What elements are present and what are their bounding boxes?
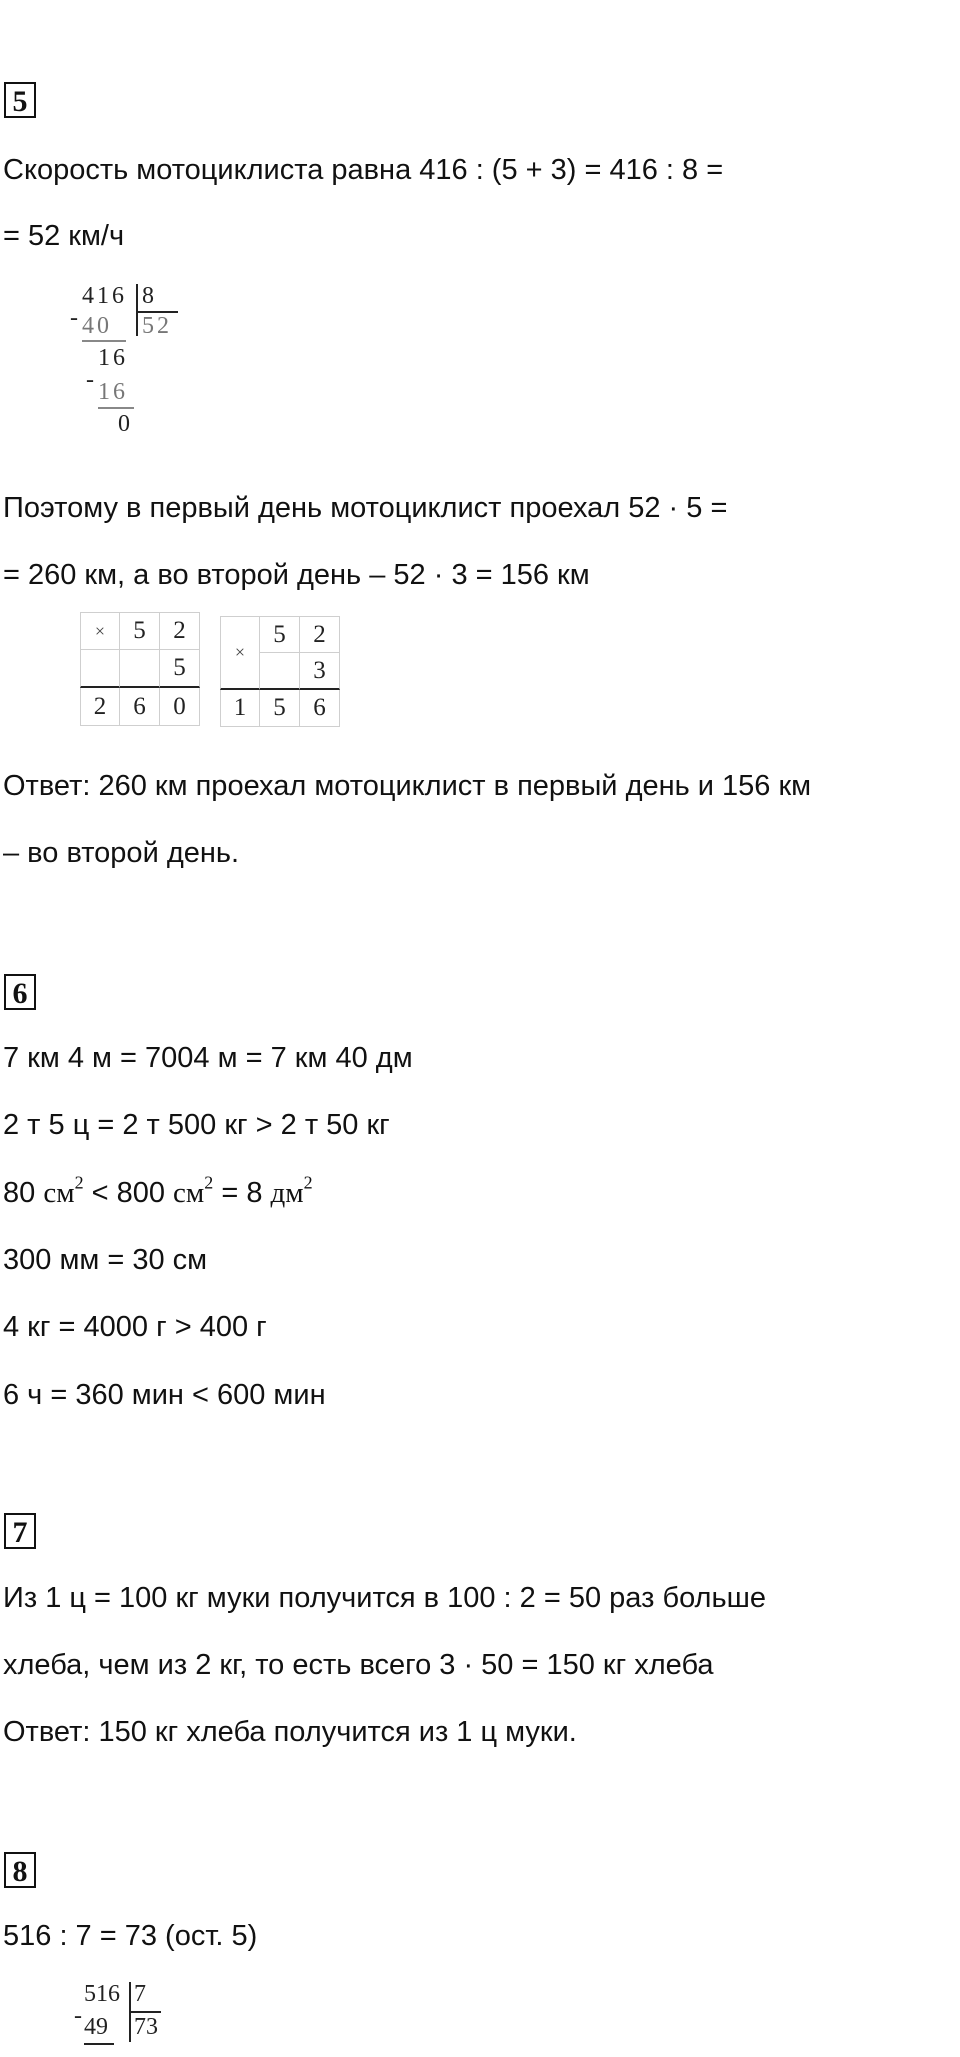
empty-cell (120, 650, 160, 688)
task-number-8: 8 (4, 1852, 36, 1888)
digit: 5 (260, 616, 300, 653)
times-sign: × (220, 616, 260, 690)
digit: 1 (220, 690, 260, 727)
multiplication-52x3 (220, 616, 340, 727)
multiplication-52x5 (80, 612, 200, 726)
minus-sign: - (86, 367, 97, 393)
subtrahend-1: 40 (82, 313, 112, 339)
task6-line-3 (3, 1172, 313, 1211)
digit: 2 (80, 688, 120, 726)
task7-line-1: Из 1 ц = 100 кг муки получится в 100 : 2 = 50 раз больше (3, 1582, 766, 1614)
unit-dm: дм (270, 1177, 304, 1209)
task6-line-1: 7 км 4 м = 7004 м = 7 км 40 дм (3, 1042, 413, 1074)
task8-line-1: 516 : 7 = 73 (ост. 5) (3, 1920, 258, 1952)
remainder-final: 0 (118, 411, 133, 437)
task5-long-division (70, 282, 200, 462)
task8-long-division (74, 1980, 194, 2057)
empty-cell (80, 650, 120, 688)
value-80: 80 (3, 1177, 44, 1209)
task-number-6: 6 (4, 974, 36, 1010)
task-number-7: 7 (4, 1513, 36, 1549)
digit: 2 (160, 612, 200, 650)
digit: 5 (120, 612, 160, 650)
exponent-2: 2 (74, 1172, 84, 1193)
digit: 5 (160, 650, 200, 688)
quotient: 52 (142, 313, 172, 339)
subtrahend-1: 49 (84, 2014, 108, 2040)
exponent-2: 2 (303, 1172, 313, 1193)
exponent-2: 2 (204, 1172, 214, 1193)
quotient: 73 (134, 2014, 158, 2040)
divisor: 8 (142, 283, 157, 309)
task5-answer-line-1: Ответ: 260 км проехал мотоциклист в первый день и 156 км (3, 770, 812, 802)
equals-8: = 8 (213, 1177, 271, 1209)
compare-800: < 800 (83, 1177, 174, 1209)
divisor: 7 (134, 1981, 146, 2007)
digit: 3 (300, 653, 340, 690)
digit: 6 (120, 688, 160, 726)
digit: 6 (300, 690, 340, 727)
empty-cell (260, 653, 300, 690)
digit: 5 (260, 690, 300, 727)
task6-line-5: 4 кг = 4000 г > 400 г (3, 1311, 267, 1343)
dividend: 416 (82, 283, 127, 309)
unit-cm: см (43, 1177, 75, 1209)
minus-sign: - (74, 2003, 85, 2029)
dividend: 516 (84, 1981, 120, 2007)
task6-line-4: 300 мм = 30 см (3, 1244, 208, 1276)
minus-sign: - (70, 305, 81, 331)
task6-line-2: 2 т 5 ц = 2 т 500 кг > 2 т 50 кг (3, 1109, 390, 1141)
task-number-5: 5 (4, 82, 36, 118)
task7-line-2: хлеба, чем из 2 кг, то есть всего 3 · 50 = 150 кг хлеба (3, 1649, 714, 1681)
task7-line-3: Ответ: 150 кг хлеба получится из 1 ц муки. (3, 1716, 577, 1748)
task5-line-1: Скорость мотоциклиста равна 416 : (5 + 3) = 416 : 8 = (3, 154, 724, 186)
digit: 2 (300, 616, 340, 653)
times-sign: × (80, 612, 120, 650)
task5-line-3: Поэтому в первый день мотоциклист проехал 52 · 5 = (3, 492, 728, 524)
subtrahend-2: 16 (98, 379, 128, 405)
task5-line-4: = 260 км, а во второй день – 52 · 3 = 156 км (3, 559, 590, 591)
unit-cm: см (173, 1177, 205, 1209)
task6-line-6: 6 ч = 360 мин < 600 мин (3, 1379, 326, 1411)
task5-line-2: = 52 км/ч (3, 220, 125, 252)
task5-answer-line-2: – во второй день. (3, 837, 240, 869)
digit: 0 (160, 688, 200, 726)
remainder-1: 16 (98, 345, 128, 371)
